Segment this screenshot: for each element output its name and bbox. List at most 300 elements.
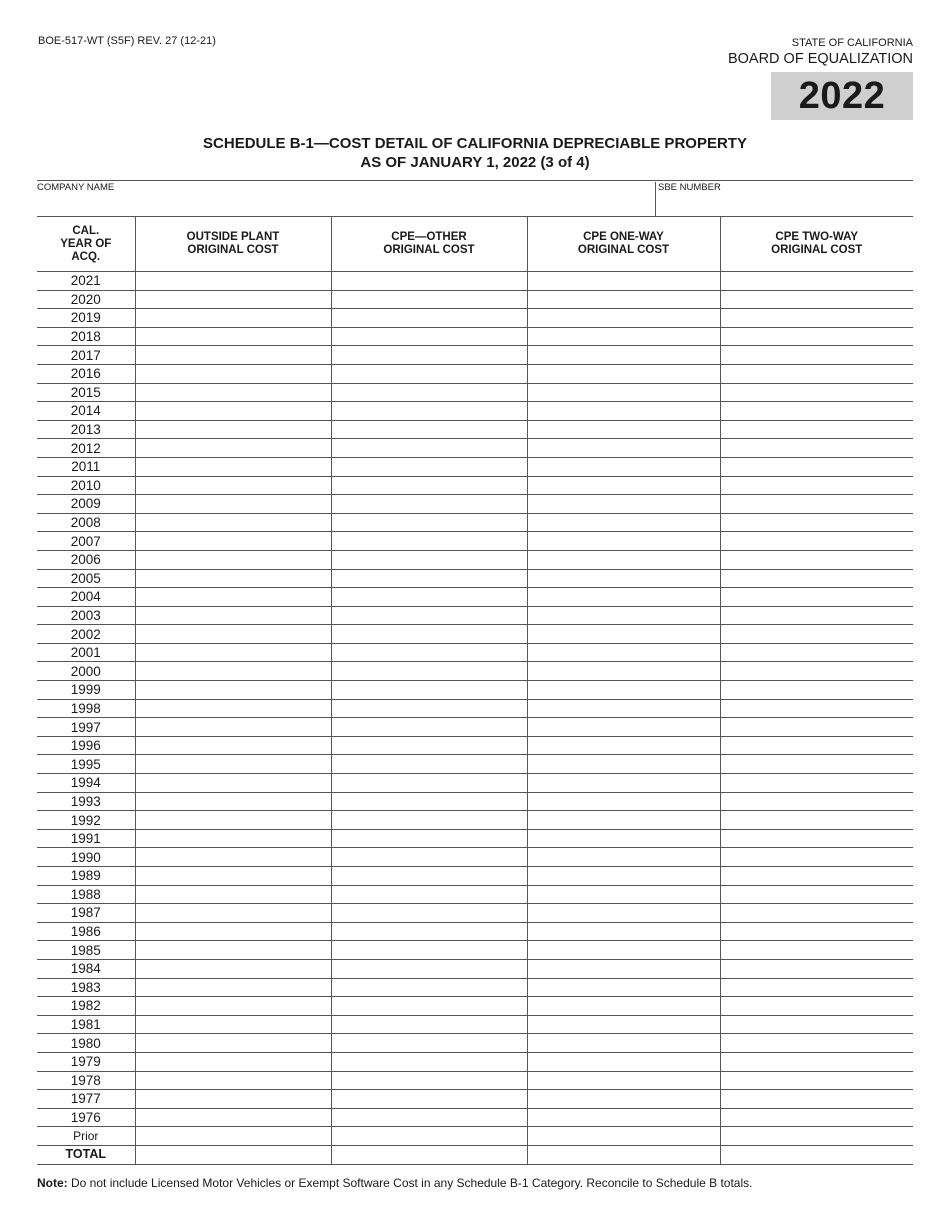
- outside-plant-cell[interactable]: [135, 755, 331, 774]
- table-row: [37, 309, 913, 328]
- outside-plant-cell[interactable]: [135, 867, 331, 886]
- cpe-other-cell[interactable]: [331, 829, 527, 848]
- note-label: Note:: [37, 1176, 68, 1190]
- year-label: 2018: [37, 327, 135, 346]
- cpe-one-way-cell[interactable]: [527, 439, 720, 458]
- outside-plant-cell[interactable]: [135, 272, 331, 291]
- table-row: [37, 569, 913, 588]
- cpe-other-cell[interactable]: [331, 420, 527, 439]
- table-row: [37, 383, 913, 402]
- cpe-other-cell[interactable]: [331, 364, 527, 383]
- cpe-one-way-cell[interactable]: [527, 662, 720, 681]
- title-line-2: AS OF JANUARY 1, 2022 (3 of 4): [360, 154, 590, 171]
- year-label: 1977: [37, 1090, 135, 1109]
- outside-plant-cell[interactable]: [135, 402, 331, 421]
- cpe-two-way-cell[interactable]: [720, 272, 913, 291]
- outside-plant-cell[interactable]: [135, 364, 331, 383]
- year-label: 2000: [37, 662, 135, 681]
- cpe-one-way-cell[interactable]: [527, 978, 720, 997]
- table-row: [37, 774, 913, 793]
- year-label: 2007: [37, 532, 135, 551]
- outside-plant-cell[interactable]: [135, 1015, 331, 1034]
- outside-plant-cell[interactable]: [135, 327, 331, 346]
- cpe-one-way-cell[interactable]: [527, 1015, 720, 1034]
- cpe-one-way-cell[interactable]: [527, 588, 720, 607]
- year-badge: 2022: [771, 72, 913, 120]
- cpe-two-way-cell[interactable]: [720, 1052, 913, 1071]
- cpe-one-way-cell[interactable]: [527, 309, 720, 328]
- cpe-two-way-cell[interactable]: [720, 290, 913, 309]
- cpe-other-cell[interactable]: [331, 272, 527, 291]
- outside-plant-cell[interactable]: [135, 1071, 331, 1090]
- year-label: 2021: [37, 272, 135, 291]
- table-row: [37, 439, 913, 458]
- year-label: 1978: [37, 1071, 135, 1090]
- outside-plant-cell[interactable]: [135, 941, 331, 960]
- cpe-one-way-cell[interactable]: [527, 643, 720, 662]
- outside-plant-cell[interactable]: [135, 848, 331, 867]
- year-label: 1999: [37, 681, 135, 700]
- cpe-one-way-cell[interactable]: [527, 941, 720, 960]
- cpe-one-way-cell[interactable]: [527, 792, 720, 811]
- outside-plant-cell[interactable]: [135, 885, 331, 904]
- cpe-two-way-cell[interactable]: [720, 606, 913, 625]
- year-label: 2008: [37, 513, 135, 532]
- cpe-other-cell[interactable]: [331, 662, 527, 681]
- cpe-two-way-cell[interactable]: [720, 364, 913, 383]
- table-row: [37, 811, 913, 830]
- outside-plant-cell[interactable]: [135, 309, 331, 328]
- outside-plant-cell[interactable]: [135, 420, 331, 439]
- outside-plant-cell[interactable]: [135, 643, 331, 662]
- table-row: [37, 606, 913, 625]
- outside-plant-cell[interactable]: [135, 513, 331, 532]
- cpe-one-way-cell[interactable]: [527, 1127, 720, 1146]
- table-row: [37, 1015, 913, 1034]
- table-row: [37, 681, 913, 700]
- cpe-two-way-cell[interactable]: [720, 532, 913, 551]
- cpe-other-cell[interactable]: [331, 941, 527, 960]
- col-header-outside-plant: [135, 217, 331, 272]
- table-row: [37, 588, 913, 607]
- cpe-two-way-cell[interactable]: [720, 736, 913, 755]
- outside-plant-cell[interactable]: [135, 792, 331, 811]
- sbe-number-label: SBE NUMBER: [658, 182, 721, 193]
- cpe-other-cell[interactable]: [331, 811, 527, 830]
- outside-plant-cell[interactable]: [135, 1127, 331, 1146]
- cpe-one-way-cell[interactable]: [527, 867, 720, 886]
- cpe-other-cell[interactable]: [331, 755, 527, 774]
- cpe-one-way-cell[interactable]: [527, 1071, 720, 1090]
- cpe-other-cell[interactable]: [331, 643, 527, 662]
- cpe-other-cell[interactable]: [331, 290, 527, 309]
- cpe-two-way-cell[interactable]: [720, 774, 913, 793]
- cpe-other-cell[interactable]: [331, 885, 527, 904]
- year-label: 2012: [37, 439, 135, 458]
- col-header-line: ORIGINAL COST: [187, 244, 279, 256]
- cpe-two-way-cell[interactable]: [720, 625, 913, 644]
- cpe-two-way-cell[interactable]: [720, 811, 913, 830]
- table-row: [37, 922, 913, 941]
- col-header-cpe-two-way: [720, 217, 913, 272]
- cpe-other-cell[interactable]: [331, 736, 527, 755]
- year-label: 1982: [37, 997, 135, 1016]
- table-row: [37, 513, 913, 532]
- col-header-cpe-other: [331, 217, 527, 272]
- cpe-other-cell[interactable]: [331, 681, 527, 700]
- cpe-two-way-cell[interactable]: [720, 402, 913, 421]
- cpe-two-way-cell[interactable]: [720, 476, 913, 495]
- cpe-two-way-cell[interactable]: [720, 885, 913, 904]
- year-label: 1994: [37, 774, 135, 793]
- cpe-two-way-cell[interactable]: [720, 588, 913, 607]
- year-label: 1985: [37, 941, 135, 960]
- cpe-other-cell[interactable]: [331, 1090, 527, 1109]
- year-label: 1990: [37, 848, 135, 867]
- cpe-other-cell[interactable]: [331, 550, 527, 569]
- year-label: 1995: [37, 755, 135, 774]
- cpe-two-way-cell[interactable]: [720, 383, 913, 402]
- table-row: [37, 1127, 913, 1146]
- cpe-one-way-cell[interactable]: [527, 569, 720, 588]
- cpe-two-way-cell[interactable]: [720, 346, 913, 365]
- cpe-one-way-cell[interactable]: [527, 420, 720, 439]
- cpe-one-way-cell[interactable]: [527, 550, 720, 569]
- outside-plant-cell[interactable]: [135, 457, 331, 476]
- cpe-one-way-cell[interactable]: [527, 718, 720, 737]
- cpe-one-way-cell[interactable]: [527, 904, 720, 923]
- cpe-other-cell[interactable]: [331, 402, 527, 421]
- outside-plant-cell[interactable]: [135, 532, 331, 551]
- year-label: 2005: [37, 569, 135, 588]
- cpe-one-way-cell[interactable]: [527, 346, 720, 365]
- outside-plant-cell[interactable]: [135, 1052, 331, 1071]
- table-row: [37, 625, 913, 644]
- cpe-two-way-cell[interactable]: [720, 1090, 913, 1109]
- col-header-line: ORIGINAL COST: [577, 244, 670, 256]
- cpe-other-cell[interactable]: [331, 588, 527, 607]
- cpe-other-cell[interactable]: [331, 1127, 527, 1146]
- table-row: [37, 1108, 913, 1127]
- cpe-one-way-cell[interactable]: [527, 457, 720, 476]
- table-row: [37, 885, 913, 904]
- page-title: [0, 134, 950, 172]
- cpe-other-cell[interactable]: [331, 532, 527, 551]
- sbe-number-field[interactable]: [655, 182, 721, 217]
- outside-plant-cell[interactable]: [135, 588, 331, 607]
- table-row: [37, 718, 913, 737]
- table-row: [37, 755, 913, 774]
- cpe-one-way-cell[interactable]: [527, 1108, 720, 1127]
- cpe-one-way-cell[interactable]: [527, 922, 720, 941]
- cpe-two-way-cell[interactable]: [720, 755, 913, 774]
- table-row: [37, 346, 913, 365]
- cpe-two-way-cell[interactable]: [720, 309, 913, 328]
- cpe-two-way-cell[interactable]: [720, 327, 913, 346]
- cpe-one-way-cell[interactable]: [527, 959, 720, 978]
- cpe-two-way-cell[interactable]: [720, 513, 913, 532]
- table-row: [37, 476, 913, 495]
- table-row: [37, 829, 913, 848]
- cpe-one-way-cell[interactable]: [527, 681, 720, 700]
- cpe-other-cell[interactable]: [331, 978, 527, 997]
- outside-plant-cell[interactable]: [135, 569, 331, 588]
- form-id: BOE-517-WT (S5F) REV. 27 (12-21): [38, 35, 216, 47]
- cpe-two-way-cell[interactable]: [720, 978, 913, 997]
- col-header-line: CPE TWO-WAY: [775, 231, 859, 243]
- cpe-two-way-cell[interactable]: [720, 848, 913, 867]
- cpe-other-cell[interactable]: [331, 922, 527, 941]
- table-row: [37, 420, 913, 439]
- cpe-other-cell[interactable]: [331, 1052, 527, 1071]
- cpe-one-way-cell[interactable]: [527, 885, 720, 904]
- year-label: 1991: [37, 829, 135, 848]
- outside-plant-cell[interactable]: [135, 346, 331, 365]
- outside-plant-cell[interactable]: [135, 811, 331, 830]
- cpe-other-cell[interactable]: [331, 625, 527, 644]
- outside-plant-cell[interactable]: [135, 625, 331, 644]
- cpe-one-way-cell[interactable]: [527, 290, 720, 309]
- cpe-other-cell[interactable]: [331, 439, 527, 458]
- cpe-two-way-cell[interactable]: [720, 1127, 913, 1146]
- cpe-one-way-cell[interactable]: [527, 774, 720, 793]
- cpe-two-way-cell[interactable]: [720, 997, 913, 1016]
- company-info-row: [37, 180, 913, 217]
- year-label: 1981: [37, 1015, 135, 1034]
- year-label: 1996: [37, 736, 135, 755]
- col-header-line: CAL.: [72, 224, 100, 237]
- table-row: [37, 272, 913, 291]
- cpe-other-cell[interactable]: [331, 1034, 527, 1053]
- cpe-other-cell[interactable]: [331, 1015, 527, 1034]
- cost-detail-table: [37, 216, 913, 1165]
- col-header-line: ACQ.: [71, 250, 101, 263]
- table-row: [37, 327, 913, 346]
- cpe-two-way-cell[interactable]: [720, 1108, 913, 1127]
- year-label: 1992: [37, 811, 135, 830]
- table-row: [37, 867, 913, 886]
- cpe-one-way-cell[interactable]: [527, 364, 720, 383]
- footnote: [37, 1176, 752, 1190]
- table-row: [37, 643, 913, 662]
- year-label: 1984: [37, 959, 135, 978]
- table-row: [37, 457, 913, 476]
- cpe-one-way-cell[interactable]: [527, 1145, 720, 1164]
- year-label: 1989: [37, 867, 135, 886]
- header-row: [37, 217, 913, 272]
- cpe-other-cell[interactable]: [331, 606, 527, 625]
- outside-plant-cell[interactable]: [135, 978, 331, 997]
- cpe-two-way-cell[interactable]: [720, 569, 913, 588]
- cpe-two-way-cell[interactable]: [720, 959, 913, 978]
- year-label: 2020: [37, 290, 135, 309]
- year-label: 1976: [37, 1108, 135, 1127]
- outside-plant-cell[interactable]: [135, 290, 331, 309]
- cpe-two-way-cell[interactable]: [720, 1034, 913, 1053]
- cpe-two-way-cell[interactable]: [720, 681, 913, 700]
- outside-plant-cell[interactable]: [135, 681, 331, 700]
- cpe-one-way-cell[interactable]: [527, 1034, 720, 1053]
- outside-plant-cell[interactable]: [135, 1034, 331, 1053]
- outside-plant-cell[interactable]: [135, 383, 331, 402]
- company-name-field[interactable]: [37, 182, 114, 193]
- outside-plant-cell[interactable]: [135, 829, 331, 848]
- cpe-one-way-cell[interactable]: [527, 1052, 720, 1071]
- cpe-other-cell[interactable]: [331, 1108, 527, 1127]
- table-row: [37, 1145, 913, 1164]
- year-label: 2002: [37, 625, 135, 644]
- cpe-other-cell[interactable]: [331, 997, 527, 1016]
- table-row: [37, 662, 913, 681]
- cpe-other-cell[interactable]: [331, 569, 527, 588]
- cpe-other-cell[interactable]: [331, 346, 527, 365]
- outside-plant-cell[interactable]: [135, 1090, 331, 1109]
- cpe-other-cell[interactable]: [331, 699, 527, 718]
- year-label: 1986: [37, 922, 135, 941]
- cpe-one-way-cell[interactable]: [527, 848, 720, 867]
- year-label: TOTAL: [37, 1145, 135, 1164]
- cpe-two-way-cell[interactable]: [720, 495, 913, 514]
- outside-plant-cell[interactable]: [135, 922, 331, 941]
- outside-plant-cell[interactable]: [135, 550, 331, 569]
- cpe-one-way-cell[interactable]: [527, 997, 720, 1016]
- cpe-one-way-cell[interactable]: [527, 495, 720, 514]
- board-label: BOARD OF EQUALIZATION: [727, 51, 913, 67]
- cpe-two-way-cell[interactable]: [720, 904, 913, 923]
- year-label: 2009: [37, 495, 135, 514]
- cpe-two-way-cell[interactable]: [720, 922, 913, 941]
- year-label: 2019: [37, 309, 135, 328]
- table-row: [37, 978, 913, 997]
- col-header-line: ORIGINAL COST: [771, 244, 863, 256]
- cpe-two-way-cell[interactable]: [720, 867, 913, 886]
- cpe-other-cell[interactable]: [331, 457, 527, 476]
- outside-plant-cell[interactable]: [135, 736, 331, 755]
- outside-plant-cell[interactable]: [135, 959, 331, 978]
- outside-plant-cell[interactable]: [135, 774, 331, 793]
- cpe-other-cell[interactable]: [331, 718, 527, 737]
- outside-plant-cell[interactable]: [135, 997, 331, 1016]
- col-header-year: [37, 217, 135, 272]
- cpe-other-cell[interactable]: [331, 774, 527, 793]
- cpe-two-way-cell[interactable]: [720, 718, 913, 737]
- outside-plant-cell[interactable]: [135, 439, 331, 458]
- cpe-other-cell[interactable]: [331, 848, 527, 867]
- cpe-one-way-cell[interactable]: [527, 272, 720, 291]
- outside-plant-cell[interactable]: [135, 1145, 331, 1164]
- cpe-other-cell[interactable]: [331, 959, 527, 978]
- table-row: [37, 1090, 913, 1109]
- year-label: 2010: [37, 476, 135, 495]
- table-row: [37, 402, 913, 421]
- year-label: 2003: [37, 606, 135, 625]
- cpe-two-way-cell[interactable]: [720, 829, 913, 848]
- cpe-two-way-cell[interactable]: [720, 792, 913, 811]
- cpe-other-cell[interactable]: [331, 383, 527, 402]
- cpe-one-way-cell[interactable]: [527, 625, 720, 644]
- table-row: [37, 736, 913, 755]
- year-label: 1980: [37, 1034, 135, 1053]
- table-row: [37, 364, 913, 383]
- year-label: 1997: [37, 718, 135, 737]
- cpe-two-way-cell[interactable]: [720, 1015, 913, 1034]
- cpe-one-way-cell[interactable]: [527, 829, 720, 848]
- table-row: [37, 1071, 913, 1090]
- company-name-label: COMPANY NAME: [37, 182, 115, 193]
- cpe-two-way-cell[interactable]: [720, 550, 913, 569]
- outside-plant-cell[interactable]: [135, 662, 331, 681]
- year-label: 2017: [37, 346, 135, 365]
- cpe-two-way-cell[interactable]: [720, 643, 913, 662]
- outside-plant-cell[interactable]: [135, 1108, 331, 1127]
- cpe-other-cell[interactable]: [331, 513, 527, 532]
- cpe-one-way-cell[interactable]: [527, 327, 720, 346]
- cpe-one-way-cell[interactable]: [527, 476, 720, 495]
- cpe-other-cell[interactable]: [331, 327, 527, 346]
- cpe-one-way-cell[interactable]: [527, 699, 720, 718]
- cpe-one-way-cell[interactable]: [527, 532, 720, 551]
- year-label: Prior: [37, 1127, 135, 1146]
- col-header-line: YEAR OF: [60, 237, 112, 250]
- table-row: [37, 904, 913, 923]
- cpe-two-way-cell[interactable]: [720, 457, 913, 476]
- cpe-one-way-cell[interactable]: [527, 383, 720, 402]
- cpe-other-cell[interactable]: [331, 476, 527, 495]
- col-header-line: CPE ONE-WAY: [583, 231, 664, 243]
- cpe-other-cell[interactable]: [331, 904, 527, 923]
- year-label: 2011: [37, 457, 135, 476]
- cpe-other-cell[interactable]: [331, 792, 527, 811]
- cpe-two-way-cell[interactable]: [720, 1071, 913, 1090]
- outside-plant-cell[interactable]: [135, 699, 331, 718]
- year-label: 1993: [37, 792, 135, 811]
- outside-plant-cell[interactable]: [135, 606, 331, 625]
- table-row: [37, 959, 913, 978]
- cpe-one-way-cell[interactable]: [527, 606, 720, 625]
- cpe-other-cell[interactable]: [331, 1145, 527, 1164]
- year-label: 1998: [37, 699, 135, 718]
- cpe-two-way-cell[interactable]: [720, 439, 913, 458]
- cpe-other-cell[interactable]: [331, 867, 527, 886]
- table-row: [37, 941, 913, 960]
- outside-plant-cell[interactable]: [135, 495, 331, 514]
- table-row: [37, 699, 913, 718]
- outside-plant-cell[interactable]: [135, 718, 331, 737]
- outside-plant-cell[interactable]: [135, 904, 331, 923]
- title-line-1: SCHEDULE B-1—COST DETAIL OF CALIFORNIA DEPRECIABLE PROPERTY: [203, 135, 747, 152]
- cpe-two-way-cell[interactable]: [720, 420, 913, 439]
- cpe-one-way-cell[interactable]: [527, 736, 720, 755]
- cpe-one-way-cell[interactable]: [527, 402, 720, 421]
- cpe-one-way-cell[interactable]: [527, 1090, 720, 1109]
- cpe-one-way-cell[interactable]: [527, 755, 720, 774]
- cpe-two-way-cell[interactable]: [720, 941, 913, 960]
- col-header-line: ORIGINAL COST: [383, 244, 475, 256]
- cpe-one-way-cell[interactable]: [527, 811, 720, 830]
- outside-plant-cell[interactable]: [135, 476, 331, 495]
- year-label: 2006: [37, 550, 135, 569]
- cpe-other-cell[interactable]: [331, 495, 527, 514]
- table-row: [37, 848, 913, 867]
- cpe-one-way-cell[interactable]: [527, 513, 720, 532]
- cpe-other-cell[interactable]: [331, 309, 527, 328]
- cpe-two-way-cell[interactable]: [720, 662, 913, 681]
- cpe-other-cell[interactable]: [331, 1071, 527, 1090]
- year-label: 1987: [37, 904, 135, 923]
- year-label: 2016: [37, 364, 135, 383]
- cpe-two-way-cell[interactable]: [720, 1145, 913, 1164]
- cpe-two-way-cell[interactable]: [720, 699, 913, 718]
